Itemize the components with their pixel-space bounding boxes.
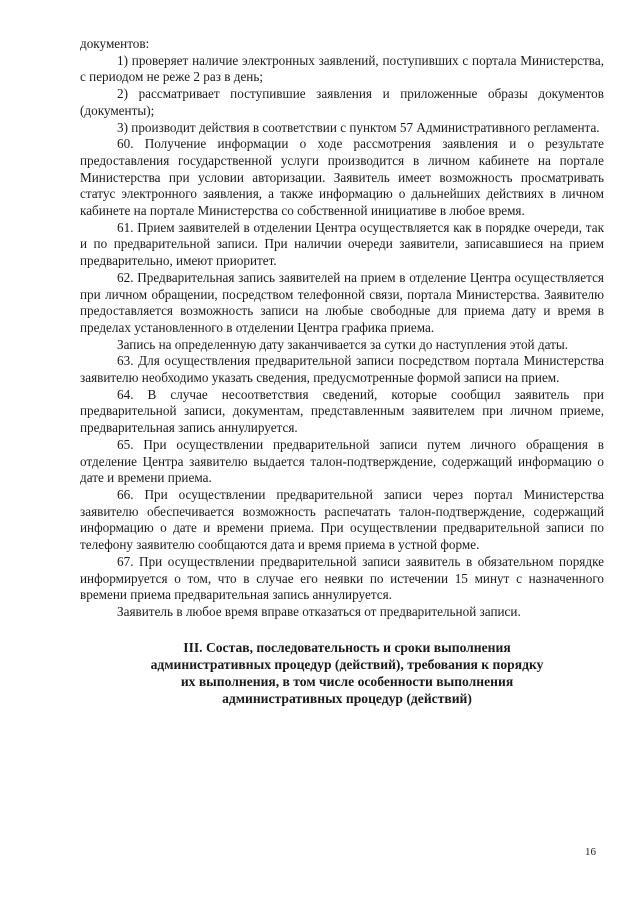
paragraph: 67. При осуществлении предварительной записи заявитель в обязательном порядке информируется о том, что в случае его неявки по истечении 15 минут с назначенного времени приема предварительная запись аннулируется. xyxy=(80,553,604,603)
paragraph: 63. Для осуществления предварительной записи посредством портала Министерства заявителю необходимо указать сведения, предусмотренные формой записи на прием. xyxy=(80,353,604,386)
paragraph: 60. Получение информации о ходе рассмотрения заявления и о результате предоставления государственной услуги производится в личном кабинете на портале Министерства при условии авторизации. Заявитель имеет возможность просматривать статус электронного заявления, а также информацию о дальнейших действиях в личном кабинете на портале Министерства со собственной инициативе в любое время. xyxy=(80,136,604,219)
paragraph: 61. Прием заявителей в отделении Центра осуществляется как в порядке очереди, так и по предварительной записи. При наличии очереди заявители, записавшиеся на прием предварительно, имеют приоритет. xyxy=(80,219,604,269)
paragraph: 62. Предварительная запись заявителей на прием в отделение Центра осуществляется при личном обращении, посредством телефонной связи, портала Министерства. Заявителю предоставляется возможность записи на любые свободные для приема дату и время в пределах установленного в отделении Центра графика приема. xyxy=(80,269,604,335)
section-title-line: административных процедур (действий) xyxy=(222,690,472,706)
section-title xyxy=(80,639,604,707)
paragraph: 3) производит действия в соответствии с пунктом 57 Административного регламента. xyxy=(117,119,600,135)
paragraph: 64. В случае несоответствия сведений, которые сообщил заявитель при предварительной записи, документам, представленным заявителем при личном приеме, предварительная запись аннулируется. xyxy=(80,386,604,436)
paragraph: Запись на определенную дату заканчивается за сутки до наступления этой даты. xyxy=(117,336,569,352)
paragraph: Заявитель в любое время вправе отказаться от предварительной записи. xyxy=(117,603,521,619)
section-title-line: III. Состав, последовательность и сроки выполнения xyxy=(183,639,511,655)
paragraph: документов: xyxy=(80,36,150,51)
paragraph: 66. При осуществлении предварительной записи через портал Министерства заявителю обеспечивается возможность распечатать талон-подтверждение, содержащий информацию о дате и времени приема. При осуществлении предварительной записи по телефону заявителю сообщаются дата и время приема в устной форме. xyxy=(80,486,604,553)
paragraph: 65. При осуществлении предварительной записи путем личного обращения в отделение Центра заявителю выдается талон-подтверждение, содержащий информацию о дате и времени приема. xyxy=(80,436,604,486)
section-title-line: административных процедур (действий), требования к порядку xyxy=(150,656,544,672)
section-title-line: их выполнения, в том числе особенности выполнения xyxy=(180,673,514,689)
page-number: 16 xyxy=(585,846,596,858)
document-body xyxy=(80,36,604,621)
paragraph: 2) рассматривает поступившие заявления и приложенные образы документов (документы); xyxy=(80,86,604,118)
paragraph: 1) проверяет наличие электронных заявлений, поступивших с портала Министерства, с периодом не реже 2 раз в день; xyxy=(80,52,604,85)
